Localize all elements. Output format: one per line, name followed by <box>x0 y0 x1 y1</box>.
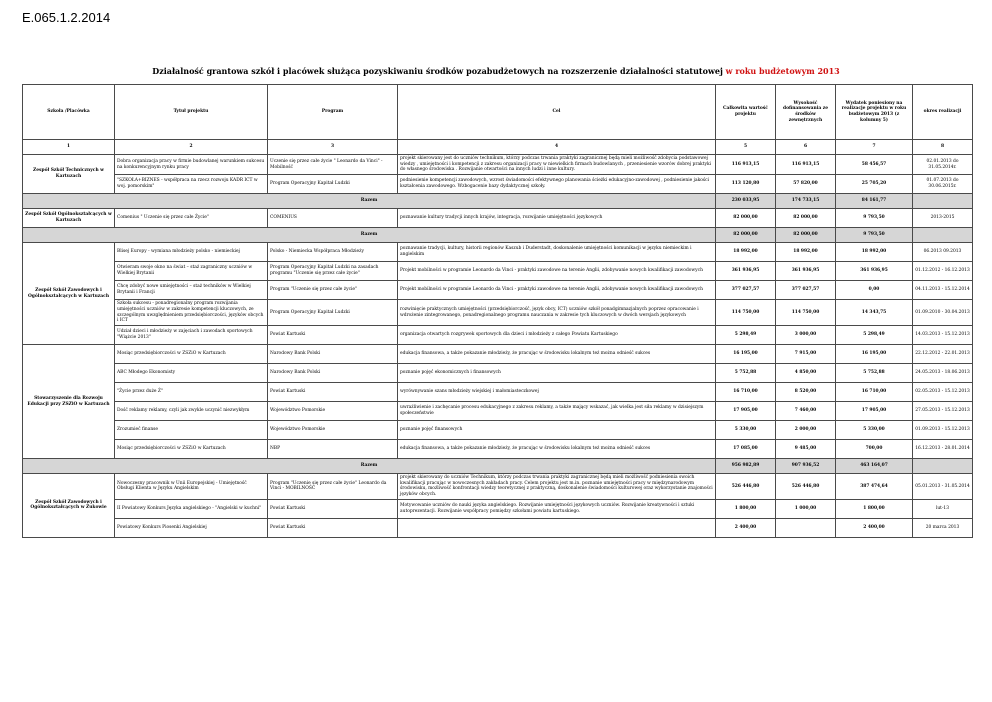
total-value: 113 120,80 <box>716 175 776 194</box>
total-value: 5 330,00 <box>716 421 776 440</box>
program-name: Program Operacyjny Kapitał Ludzki <box>268 300 398 326</box>
realization-period: 01.09.2013 - 15.12.2013 <box>913 421 973 440</box>
program-name: Program "Uczenie się przez całe życie" <box>268 281 398 300</box>
realization-period: 02.05.2013 - 15.12.2013 <box>913 383 973 402</box>
expense-value: 16 195,00 <box>836 345 913 364</box>
subtotal-label: Razem <box>23 228 716 243</box>
project-goal <box>398 518 716 537</box>
program-name: Program Operacyjny Kapitał Ludzki <box>268 175 398 194</box>
total-value: 18 992,00 <box>716 243 776 262</box>
expense-value: 58 456,57 <box>836 155 913 175</box>
realization-period: 14.03.2013 - 15.12.2013 <box>913 326 973 345</box>
funding-value: 7 915,00 <box>776 345 836 364</box>
total-value: 16 710,00 <box>716 383 776 402</box>
expense-value: 1 800,00 <box>836 499 913 518</box>
total-value: 361 936,95 <box>716 262 776 281</box>
school-name: Zespół Szkół Ogólnokształcących w Kartuzach <box>23 209 115 228</box>
table-row <box>23 209 973 228</box>
project-title: Nowoczesny pracownik w Unii Europejskiej - Umiejętność Obsługi Klienta w Języku Angielskim <box>115 474 268 500</box>
col-number: 2 <box>115 140 268 155</box>
program-name: Powiat Kartuski <box>268 326 398 345</box>
project-goal: organizacja otwartych rozgrywek sportowych dla dzieci i młodzieży z całego Powiatu Kartuskiego <box>398 326 716 345</box>
total-value: 5 298,49 <box>716 326 776 345</box>
program-name: Powiat Kartuski <box>268 518 398 537</box>
project-goal: edukacja finansowa, a także pokazanie młodzieży, że pracując w środowisku lokalnym też można odnieść sukces <box>398 440 716 459</box>
table-row <box>23 345 973 364</box>
realization-period: 2013-2015 <box>913 209 973 228</box>
total-value: 2 400,00 <box>716 518 776 537</box>
header-funding: Wysokość dofinansowania ze środków zewnętrznych <box>776 85 836 140</box>
subtotal-period-empty <box>913 459 973 474</box>
subtotal-total-value: 82 000,00 <box>716 228 776 243</box>
expense-value: 5 298,49 <box>836 326 913 345</box>
subtotal-funding: 82 000,00 <box>776 228 836 243</box>
col-number: 3 <box>268 140 398 155</box>
funding-value: 82 000,00 <box>776 209 836 228</box>
table-row <box>23 155 973 175</box>
project-goal: uwrażliwienie i zachęcanie procesu edukacyjnego z zakresu reklamy, a także mający wskazać, jak wielka jest siła reklamy w dzisiejszym społeczeństwie <box>398 402 716 421</box>
header-row <box>23 85 973 140</box>
subtotal-expense: 463 164,07 <box>836 459 913 474</box>
school-name: Stowarzyszenie dla Rozwoju Edukacji przy ZSZiO w Kartuzach <box>23 345 115 459</box>
realization-period: 05.01.2013 - 31.05.2014 <box>913 474 973 500</box>
project-title: ABC Młodego Ekonomisty <box>115 364 268 383</box>
table-row <box>23 440 973 459</box>
funding-value: 116 913,15 <box>776 155 836 175</box>
funding-value: 526 446,80 <box>776 474 836 500</box>
realization-period: lut-13 <box>913 499 973 518</box>
expense-value: 17 905,00 <box>836 402 913 421</box>
project-goal: projekt skierowany do uczniów Technikum, którzy podczas trwania praktyki zagranicznej będą mieli możliwość podniesienia swoich kwalifikacji pracując w nowoczesnych zakładach pracy. Celem projektu jest m.in. poznanie umiejętności pracy w międzynarodowym środowisku, możliwość konfrontacji wiedzy teoretycznej z praktyczną, doskonalenie świadomości kulturowej oraz wykorzystanie znajomości języków obcych. <box>398 474 716 500</box>
program-name: COMENIUS <box>268 209 398 228</box>
subtotal-row <box>23 228 973 243</box>
header-expense: Wydatek poniesiony na realizacje projektu w roku budżetowym 2013 (z kolumny 5) <box>836 85 913 140</box>
school-name: Zespół Szkół Zawodowych i Ogólnokształcących w Kartuzach <box>23 243 115 345</box>
project-title: Szkoła sukcesu - ponadregionalny program rozwijania umiejętności uczniów w zakresie kompetencji kluczowych, ze szczególnym uwzględnieniem przedsiębiorczości, języków obcych i ICT <box>115 300 268 326</box>
expense-value: 5 330,00 <box>836 421 913 440</box>
expense-value: 9 793,50 <box>836 209 913 228</box>
project-title: Zrozumieć finanse <box>115 421 268 440</box>
column-number-row <box>23 140 973 155</box>
program-name: Województwo Pomorskie <box>268 421 398 440</box>
total-value: 82 000,00 <box>716 209 776 228</box>
grants-table <box>22 84 973 538</box>
table-row <box>23 383 973 402</box>
funding-value: 1 000,00 <box>776 499 836 518</box>
subtotal-expense: 84 161,77 <box>836 194 913 209</box>
subtotal-total-value: 230 033,95 <box>716 194 776 209</box>
total-value: 526 446,80 <box>716 474 776 500</box>
program-name: Program "Uczenie się przez całe życie" Leonardo da Vinci - MOBILNOŚĆ <box>268 474 398 500</box>
project-goal: rozwinięcie praktycznych umiejętności (przedsiębiorczość, język obcy, ICT) uczniów szkół ponadgimnazjalnych poprzez opracowanie i wdrożenie zintegrowanego, ponadregionalnego programu nauczania w zakresie tych kluczowych w dwóch wersjach językowych <box>398 300 716 326</box>
total-value: 116 913,15 <box>716 155 776 175</box>
project-goal: poznanie pojęć ekonomicznych i finansowych <box>398 364 716 383</box>
table-row <box>23 364 973 383</box>
project-title: Mosiąc przedsiębiorczości w ZSZiO w Kartuzach <box>115 345 268 364</box>
funding-value: 18 992,00 <box>776 243 836 262</box>
header-school: Szkoła /Placówka <box>23 85 115 140</box>
expense-value: 361 936,95 <box>836 262 913 281</box>
funding-value: 4 850,00 <box>776 364 836 383</box>
program-name: Polsko - Niemiecka Współpraca Młodzieży <box>268 243 398 262</box>
subtotal-label: Razem <box>23 194 716 209</box>
funding-value: 57 820,00 <box>776 175 836 194</box>
total-value: 16 195,00 <box>716 345 776 364</box>
col-number: 1 <box>23 140 115 155</box>
realization-period: 01.09.2010 - 30.04.2013 <box>913 300 973 326</box>
total-value: 5 752,88 <box>716 364 776 383</box>
subtotal-label: Razem <box>23 459 716 474</box>
program-name: Program Operacyjny Kapitał Ludzki na zasadach programu "Uczenie się przez całe życie" <box>268 262 398 281</box>
school-name: Zespół Szkół Technicznych w Kartuzach <box>23 155 115 194</box>
funding-value: 9 485,00 <box>776 440 836 459</box>
table-row <box>23 499 973 518</box>
program-name: Powiat Kartuski <box>268 383 398 402</box>
program-name: Uczenie się przez całe życie " Leonardo da Vinci" - Mobilność <box>268 155 398 175</box>
project-goal: Projekt mobilności w programie Leonardo da Vinci - praktyki zawodowe na terenie Anglii, zdobywanie nowych kwalifikacji zawodowych <box>398 262 716 281</box>
col-number: 8 <box>913 140 973 155</box>
realization-period: 20 marca 2013 <box>913 518 973 537</box>
header-program: Program <box>268 85 398 140</box>
subtotal-funding: 907 936,52 <box>776 459 836 474</box>
program-name: Narodowy Bank Polski <box>268 364 398 383</box>
header-goal: Cel <box>398 85 716 140</box>
project-title: Udział dzieci i młodzieży w zajęciach i zawodach sportowych "Wiążcie 2013" <box>115 326 268 345</box>
subtotal-row <box>23 194 973 209</box>
project-goal: poznawanie tradycji, kultury, historii regionów Kaszub i Duderstadt, doskonalenie umiejętności komunikacji w języku niemieckim i angielskim <box>398 243 716 262</box>
expense-value: 387 474,64 <box>836 474 913 500</box>
project-goal: poznawanie kultury tradycji innych krajów, integracja, rozwijanie umiejętności językowych <box>398 209 716 228</box>
table-row <box>23 518 973 537</box>
project-title: "SZKOŁA+BIZNES - współpraca na rzecz rozwoju KADR ICT w woj. pomorskim" <box>115 175 268 194</box>
table-row <box>23 262 973 281</box>
header-title: Tytuł projektu <box>115 85 268 140</box>
title-text: Działalność grantowa szkół i placówek służąca pozyskiwaniu środków pozabudżetowych na rozszerzenie działalności statutowej <box>152 66 723 76</box>
funding-value: 2 000,00 <box>776 421 836 440</box>
realization-period: 04.11.2013 - 15.12.2014 <box>913 281 973 300</box>
funding-value: 8 520,00 <box>776 383 836 402</box>
program-name: Województwo Pomorskie <box>268 402 398 421</box>
col-number: 6 <box>776 140 836 155</box>
project-goal: projekt skierowany jest do uczniów technikum, którzy podczas trwania praktyki zagranicznej będą mieli możliwość zdobycia podstawowej wiedzy , umiejętności i kompetencji z zakresu organizacji pracy w niewielkich firmach budowlanych , przeniesienie wzorów dobrej praktyki do własnego środowiska . Rozwijanie otwartości na innych ludzi i inne kultury. <box>398 155 716 175</box>
project-title: Chcę zdobyć nowe umiejętności – staż techników w Wielkiej Brytanii i Francji <box>115 281 268 300</box>
realization-period: 01.07.2013 do 30.06.2015r. <box>913 175 973 194</box>
table-row <box>23 281 973 300</box>
program-name: NBP <box>268 440 398 459</box>
realization-period: 22.12.2012 - 22.01.2013 <box>913 345 973 364</box>
project-goal: podniesienie kompetencji zawodowych, wzrost świadomości efektywnego planowania ścieżki edukacyjno-zawodowej , podniesienie jakości kształcenia zawodowego. Wzbogacenie bazy dydaktycznej szkoły. <box>398 175 716 194</box>
funding-value: 361 936,95 <box>776 262 836 281</box>
realization-period: 02.01.2013 do 31.05.2014r. <box>913 155 973 175</box>
realization-period: 01.12.2012 - 16.12.2013 <box>913 262 973 281</box>
project-title: "Życie przez duże Ż" <box>115 383 268 402</box>
realization-period: 27.05.2013 - 15.12.2013 <box>913 402 973 421</box>
expense-value: 5 752,88 <box>836 364 913 383</box>
realization-period: 06.2013 09.2013 <box>913 243 973 262</box>
expense-value: 18 992,00 <box>836 243 913 262</box>
total-value: 377 027,57 <box>716 281 776 300</box>
col-number: 4 <box>398 140 716 155</box>
program-name: Powiat Kartuski <box>268 499 398 518</box>
table-row <box>23 326 973 345</box>
realization-period: 16.12.2013 - 28.01.2014 <box>913 440 973 459</box>
project-title: Mosiąc przedsiębiorczości w ZSZiO w Kartuzach <box>115 440 268 459</box>
col-number: 7 <box>836 140 913 155</box>
table-row <box>23 421 973 440</box>
title-highlight: w roku budżetowym 2013 <box>725 66 840 76</box>
header-period: okres realizacji <box>913 85 973 140</box>
project-title: Comenius " Uczenie się przez całe Życie" <box>115 209 268 228</box>
project-title: Otwieram swoje okno na świat – staż zagraniczny uczniów w Wielkiej Brytanii <box>115 262 268 281</box>
project-title: Blisej Europy - wymiana młodzieży polsko - niemieckiej <box>115 243 268 262</box>
funding-value <box>776 518 836 537</box>
realization-period: 24.05.2013 - 18.06.2013 <box>913 364 973 383</box>
project-title: Dobra organizacja pracy w firmie budowlanej warunkiem sukcesu na konkurencyjnym rynku pracy <box>115 155 268 175</box>
subtotal-expense: 9 793,50 <box>836 228 913 243</box>
subtotal-row <box>23 459 973 474</box>
expense-value: 700,00 <box>836 440 913 459</box>
table-row <box>23 175 973 194</box>
subtotal-funding: 174 733,15 <box>776 194 836 209</box>
document-code: E.065.1.2.2014 <box>22 10 111 25</box>
subtotal-period-empty <box>913 228 973 243</box>
subtotal-total-value: 956 982,89 <box>716 459 776 474</box>
total-value: 17 085,00 <box>716 440 776 459</box>
total-value: 1 800,00 <box>716 499 776 518</box>
col-number: 5 <box>716 140 776 155</box>
funding-value: 3 000,00 <box>776 326 836 345</box>
expense-value: 25 705,20 <box>836 175 913 194</box>
total-value: 114 750,00 <box>716 300 776 326</box>
expense-value: 2 400,00 <box>836 518 913 537</box>
expense-value: 16 710,00 <box>836 383 913 402</box>
project-goal: poznanie pojęć finansowych <box>398 421 716 440</box>
program-name: Narodowy Bank Polski <box>268 345 398 364</box>
table-row <box>23 300 973 326</box>
project-goal: wyrównywanie szans młodzieży wiejskiej i małomiasteczkowej <box>398 383 716 402</box>
funding-value: 114 750,00 <box>776 300 836 326</box>
project-title: Powiatowy Konkurs Piosenki Angielskiej <box>115 518 268 537</box>
project-goal: Motywowanie uczniów do nauki języka angielskiego. Rozwijanie umiejętności językowych uczniów. Rozwijanie kreatywności i sztuki autoprezentacji. Rozwijanie współpracy pomiędzy szkołami powiatu kartuskiego. <box>398 499 716 518</box>
subtotal-period-empty <box>913 194 973 209</box>
funding-value: 7 460,00 <box>776 402 836 421</box>
funding-value: 377 027,57 <box>776 281 836 300</box>
table-row <box>23 474 973 500</box>
project-goal: edukacja finansowa, a także pokazanie młodzieży, że pracując w środowisku lokalnym też można odnieść sukces <box>398 345 716 364</box>
project-title: II Powiatowy Konkurs Języka angielskiego - "Angielski w kuchni" <box>115 499 268 518</box>
document-title <box>0 66 992 76</box>
project-title: Dość reklamy reklamy, czyli jak zwykle uczynić niezwykłym <box>115 402 268 421</box>
header-total-value: Całkowita wartość projektu <box>716 85 776 140</box>
table-row <box>23 402 973 421</box>
expense-value: 0,00 <box>836 281 913 300</box>
school-name: Zespół Szkół Zawodowych i Ogólnokształcących w Żukowie <box>23 474 115 538</box>
total-value: 17 905,00 <box>716 402 776 421</box>
expense-value: 14 343,75 <box>836 300 913 326</box>
table-row <box>23 243 973 262</box>
project-goal: Projekt mobilności w programie Leonardo da Vinci - praktyki zawodowe na terenie Anglii, zdobywanie nowych kwalifikacji zawodowych <box>398 281 716 300</box>
